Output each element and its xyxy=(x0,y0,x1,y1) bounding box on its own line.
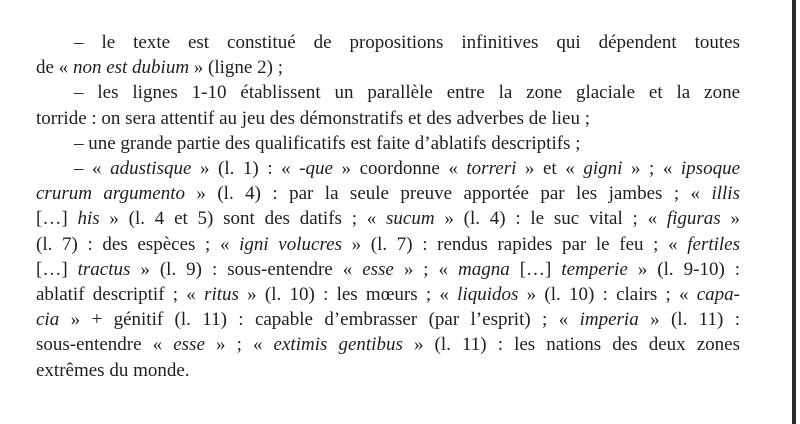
text-run: » (l. 1) : « - xyxy=(191,158,306,180)
text-run: de « xyxy=(36,57,73,79)
commentary-text xyxy=(36,30,740,383)
text-line xyxy=(36,358,740,383)
latin-quote: sucum xyxy=(386,208,435,230)
text-run: ablatif descriptif ; « xyxy=(36,284,205,306)
text-run: sous-entendre « xyxy=(36,334,174,356)
latin-quote: crurum argumento xyxy=(36,183,185,205)
text-line xyxy=(36,232,740,257)
text-run: » (l. 9-10) : xyxy=(627,258,741,280)
latin-quote: torreri xyxy=(466,158,517,180)
text-run: – les lignes 1-10 établissent un parallèle entre la zone glaciale et la zone xyxy=(74,82,740,104)
text-run: » (l. 11) : les nations des deux zones xyxy=(402,334,740,356)
text-line xyxy=(36,332,740,357)
latin-quote: adustisque xyxy=(110,158,192,180)
text-run: » ; « xyxy=(204,334,274,356)
latin-quote: figuras xyxy=(666,208,721,230)
text-run: – une grande partie des qualificatifs est faite d’ablatifs descriptifs ; xyxy=(74,132,581,154)
text-line xyxy=(36,30,740,55)
text-run: » (l. 4) : par la seule preuve apportée par les jambes ; « xyxy=(185,183,712,205)
text-run: – « xyxy=(74,158,111,180)
text-line xyxy=(36,80,740,105)
latin-quote: ipsoque xyxy=(680,158,741,180)
latin-quote: ritus xyxy=(204,284,239,306)
text-run: » (l. 7) : rendus rapides par le feu ; « xyxy=(341,233,688,255)
text-run: » ; « xyxy=(393,258,459,280)
text-line xyxy=(36,156,740,181)
text-line xyxy=(36,257,740,282)
page-edge-border xyxy=(792,0,796,424)
text-run: » (ligne 2) ; xyxy=(189,57,283,79)
text-run: » et « xyxy=(516,158,584,180)
latin-quote: non est dubium xyxy=(72,57,190,79)
latin-quote: his xyxy=(77,208,100,230)
latin-quote: temperie xyxy=(561,258,628,280)
text-run: torride : on sera attentif au jeu des démonstratifs et des adverbes de lieu ; xyxy=(36,107,590,129)
latin-quote: magna xyxy=(458,258,510,280)
text-line xyxy=(36,55,740,80)
text-line xyxy=(36,181,740,206)
latin-quote: capa- xyxy=(696,284,741,306)
text-run: » xyxy=(720,208,740,230)
text-run: » (l. 4 et 5) sont des datifs ; « xyxy=(99,208,387,230)
latin-quote: esse xyxy=(173,334,205,356)
text-run: » (l. 10) : les mœurs ; « xyxy=(238,284,458,306)
latin-quote: imperia xyxy=(579,309,639,331)
text-run: – le texte est constitué de propositions infinitives qui dépendent toutes xyxy=(74,32,740,53)
latin-quote: que xyxy=(305,158,333,180)
text-run: » (l. 4) : le suc vital ; « xyxy=(434,208,667,230)
text-run: […] xyxy=(36,208,78,230)
text-run: […] xyxy=(36,258,78,280)
latin-quote: igni volucres xyxy=(239,233,342,255)
latin-quote: liquidos xyxy=(457,284,519,306)
latin-quote: illis xyxy=(711,183,740,205)
text-run: » coordonne « xyxy=(332,158,467,180)
latin-quote: gigni xyxy=(583,158,623,180)
text-run: » (l. 10) : clairs ; « xyxy=(518,284,697,306)
text-run: extrêmes du monde. xyxy=(36,359,190,381)
latin-quote: esse xyxy=(362,258,394,280)
text-line xyxy=(36,131,740,156)
text-run: (l. 7) : des espèces ; « xyxy=(36,233,240,255)
text-run: » (l. 11) : xyxy=(638,309,740,331)
text-line xyxy=(36,307,740,332)
text-line xyxy=(36,106,740,131)
text-run: » (l. 9) : sous-entendre « xyxy=(130,258,363,280)
text-run: » + génitif (l. 11) : capable d’embrasser (par l’esprit) ; « xyxy=(59,309,580,331)
latin-quote: fertiles xyxy=(687,233,741,255)
text-run: » ; « xyxy=(622,158,681,180)
latin-quote: tractus xyxy=(77,258,131,280)
text-line xyxy=(36,206,740,231)
text-run: […] xyxy=(509,258,562,280)
text-line xyxy=(36,282,740,307)
latin-quote: extimis gentibus xyxy=(273,334,403,356)
latin-quote: cia xyxy=(36,309,60,331)
